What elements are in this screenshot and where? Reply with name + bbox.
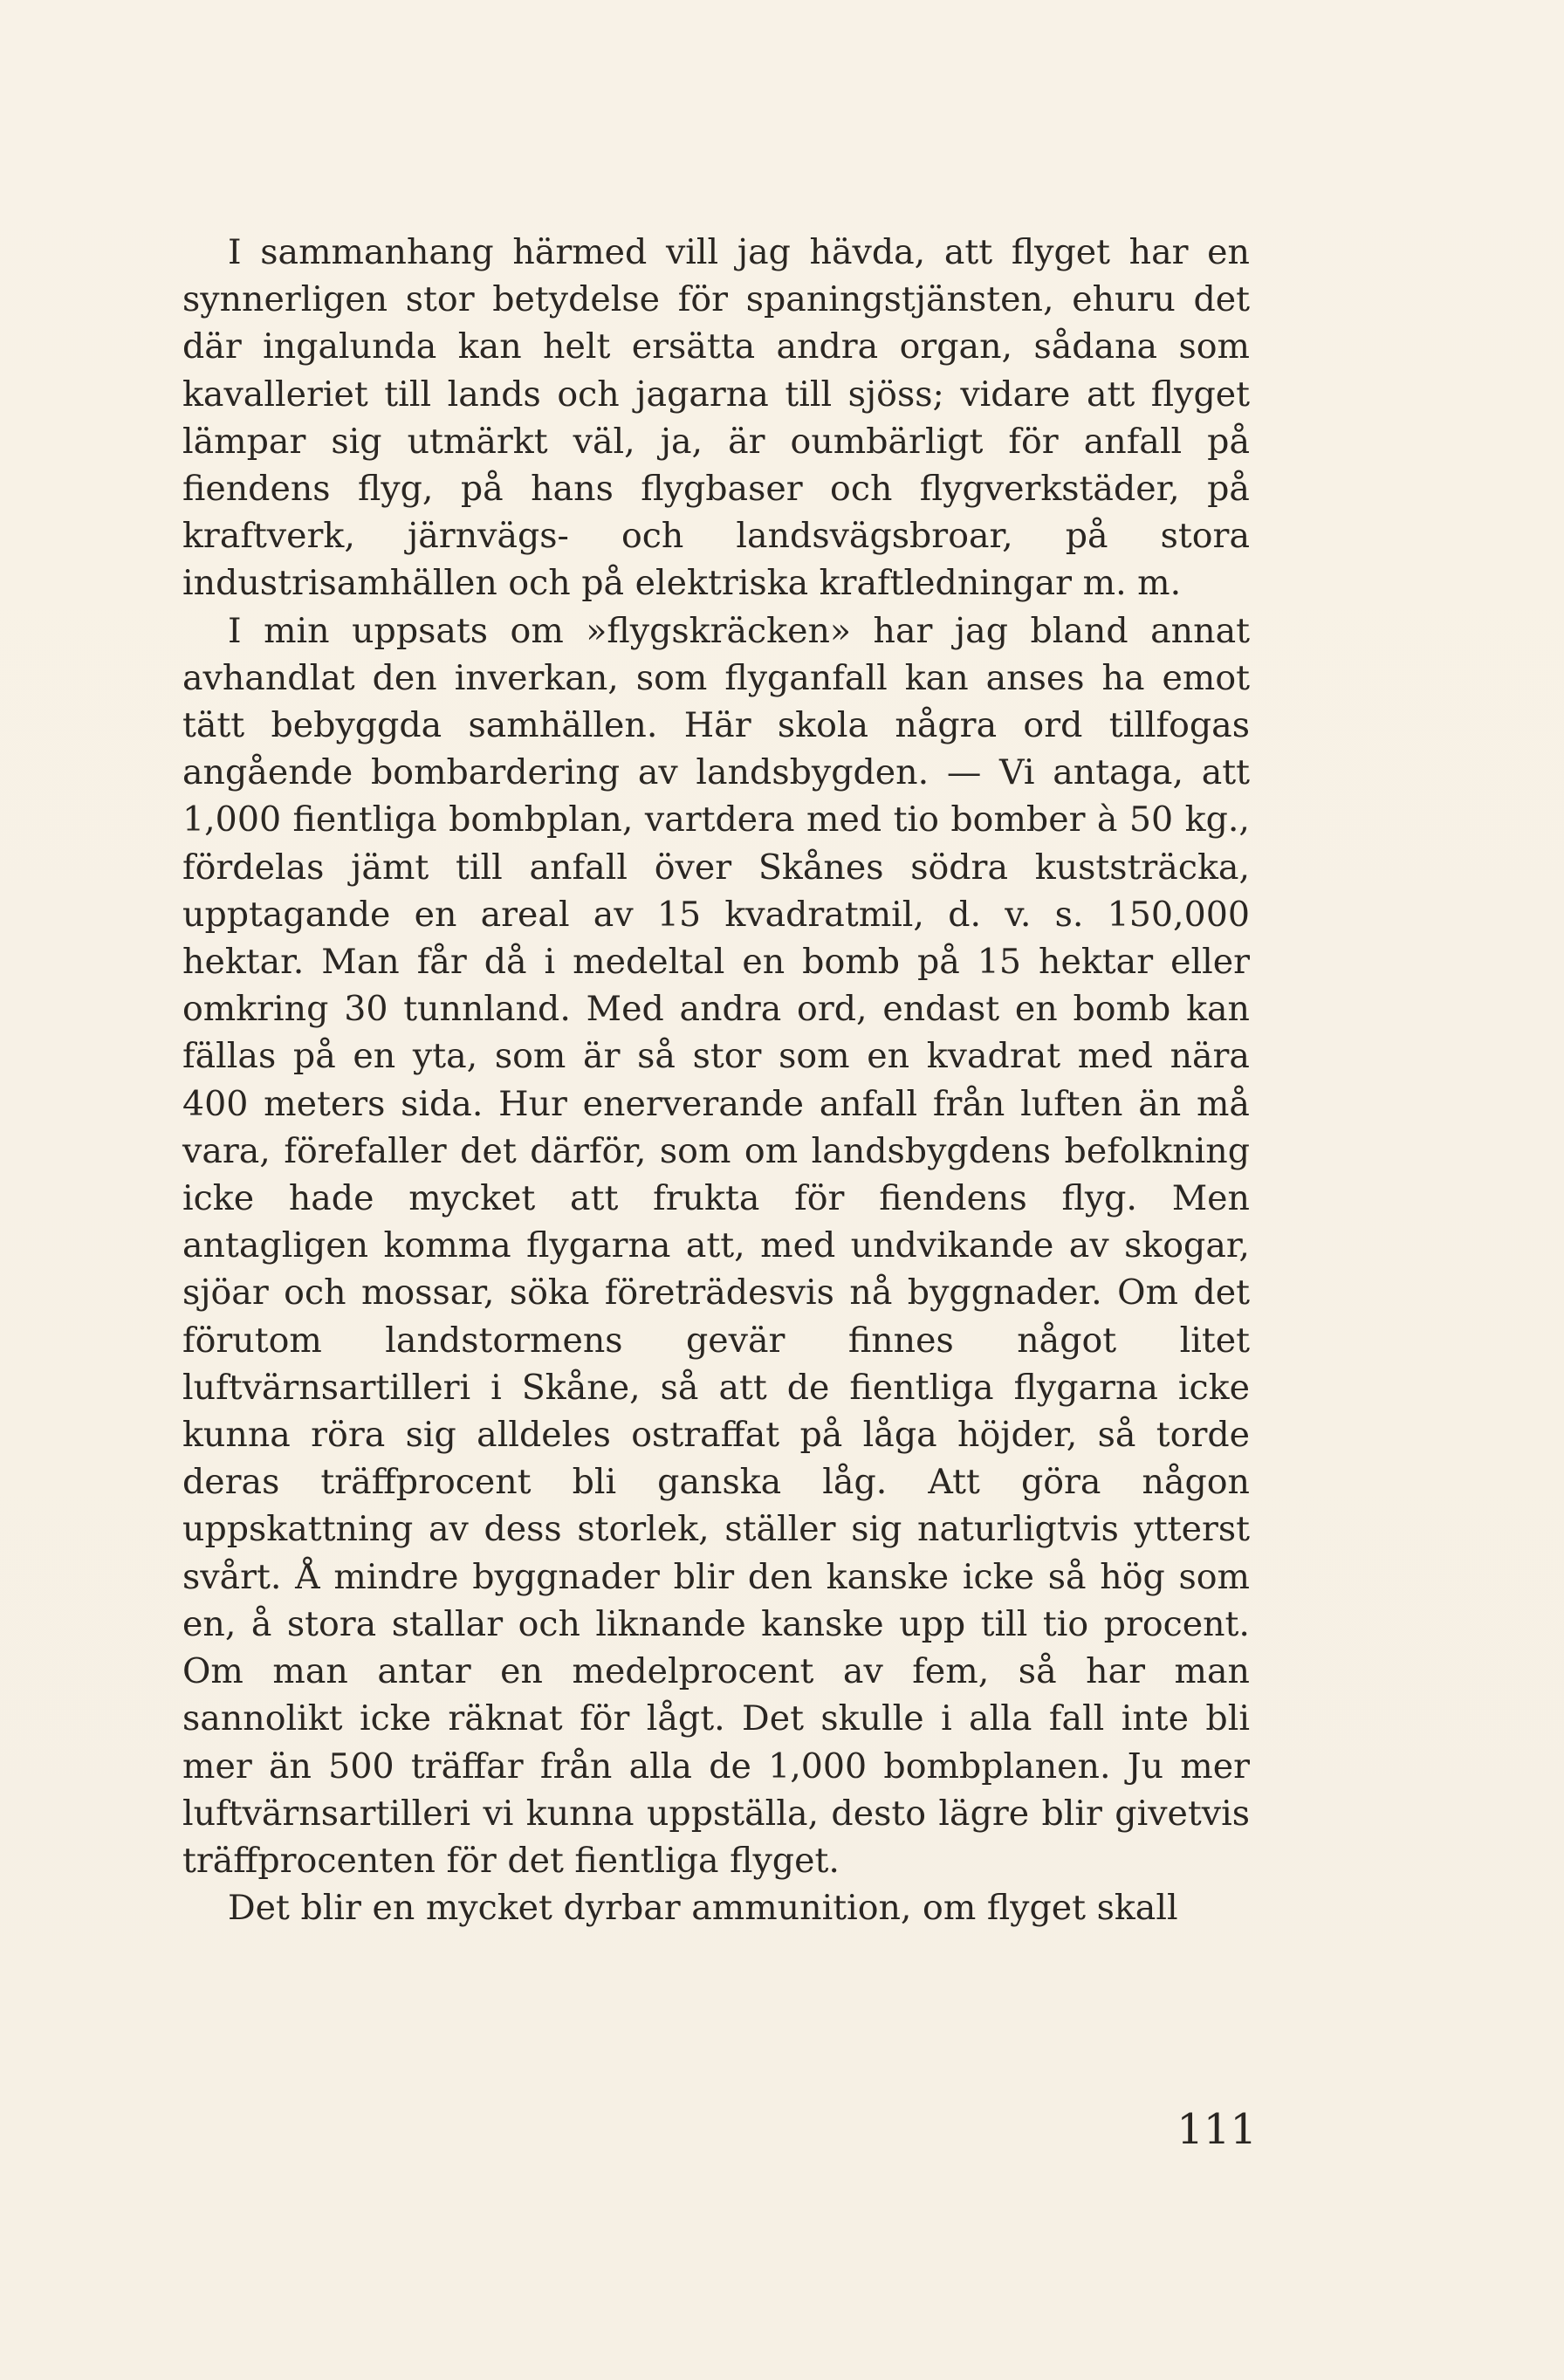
- body-text: [182, 229, 1250, 1931]
- paragraph-2: I min uppsats om »flygskräcken» har jag bland annat avhandlat den inverkan, som flyganfall kan anses ha emot tätt bebyggda samhällen. Här skola några ord tillfogas angående bombardering av landsbygden. — Vi antaga, att 1,000 fientliga bombplan, vartdera med tio bomber à 50 kg., fördelas jämt till anfall över Skånes södra kuststräcka, upptagande en areal av 15 kvadratmil, d. v. s. 150,000 hektar. Man får då i medeltal en bomb på 15 hektar eller omkring 30 tunnland. Med andra ord, endast en bomb kan fällas på en yta, som är så stor som en kvadrat med nära 400 meters sida. Hur enerverande anfall från luften än må vara, förefaller det därför, som om landsbygdens befolkning icke hade mycket att frukta för fiendens flyg. Men antagligen komma flygarna att, med undvikande av skogar, sjöar och mossar, söka företrädesvis nå byggnader. Om det förutom landstormens gevär finnes något litet luftvärnsartilleri i Skåne, så att de fientliga flygarna icke kunna röra sig alldeles ostraffat på låga höjder, så torde deras träffprocent bli ganska låg. Att göra någon uppskattning av dess storlek, ställer sig naturligtvis ytterst svårt. Å mindre byggnader blir den kanske icke så hög som en, å stora stallar och liknande kanske upp till tio procent. Om man antar en medelprocent av fem, så har man sannolikt icke räknat för lågt. Det skulle i alla fall inte bli mer än 500 träffar från alla de 1,000 bombplanen. Ju mer luftvärnsartilleri vi kunna uppställa, desto lägre blir givetvis träffprocenten för det fientliga flyget.: [182, 610, 1250, 1881]
- page-number: 111: [1176, 2105, 1257, 2154]
- paragraph-1: I sammanhang härmed vill jag hävda, att flyget har en synnerligen stor betydelse för spaningstjänsten, ehuru det där ingalunda kan helt ersätta andra organ, sådana som kavalleriet till lands och jagarna till sjöss; vidare att flyget lämpar sig utmärkt väl, ja, är oumbärligt för anfall på fiendens flyg, på hans flygbaser och flygverkstäder, på kraftverk, järnvägs- och landsvägsbroar, på stora industrisamhällen och på elektriska kraftledningar m. m.: [182, 232, 1250, 604]
- paragraph-3: Det blir en mycket dyrbar ammunition, om flyget skall: [228, 1888, 1178, 1929]
